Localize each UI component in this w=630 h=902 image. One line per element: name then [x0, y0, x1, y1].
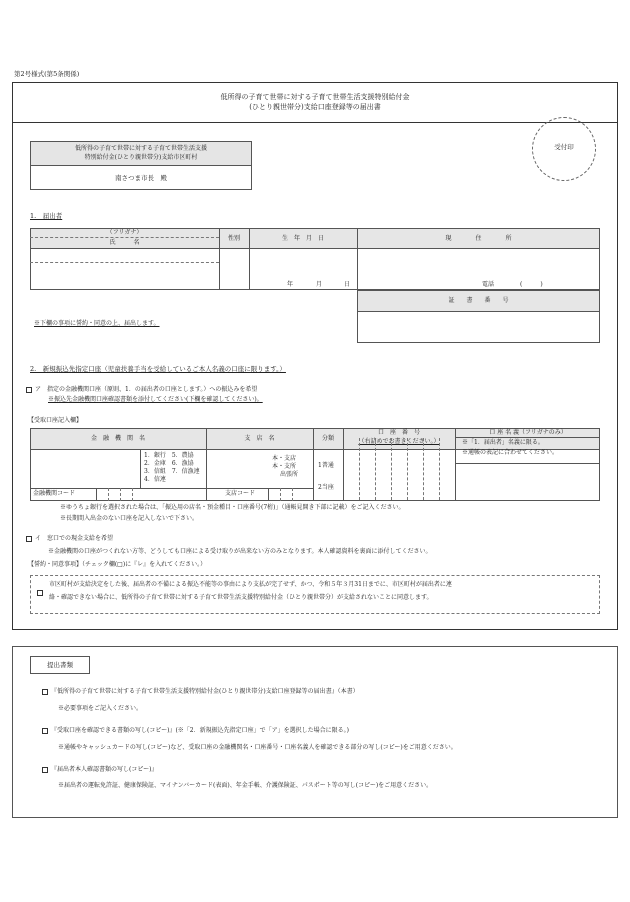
branch-name-label: 支 店 名	[244, 435, 275, 442]
address-label: 現 住 所	[445, 235, 512, 242]
doc-item-2-checkbox[interactable]	[42, 728, 48, 734]
reception-stamp-label: 受付印	[554, 143, 574, 151]
birth-day: 日	[344, 281, 351, 288]
bank-type-3: 3．信組 7．信漁連	[144, 468, 200, 475]
applicant-input-row	[30, 248, 600, 290]
account-table-title: 【受取口座記入欄】	[28, 417, 83, 424]
branch-code-label: 支店コード	[225, 490, 256, 497]
bank-code-digit	[132, 488, 133, 501]
digit-divider	[407, 438, 408, 500]
option-a-checkbox[interactable]	[26, 387, 32, 393]
documents-heading: 提出書類	[30, 656, 90, 674]
divider	[96, 488, 97, 501]
phone-paren: ( )	[520, 281, 543, 288]
pledge-text-1: 市区町村が支給決定をした後、届出者の不備による振込不能等の事由により支払が完了せず、かつ、令和５年３月31日までに、市区町村が届出者に連	[49, 581, 452, 588]
bank-code-digit	[120, 488, 121, 501]
birth-month: 月	[316, 281, 323, 288]
doc-item-2-label: 『受取口座を確認できる書類の写し(コピー)』(※「2．新規振込先指定口座」で「ア」を選択した場合に限る。)	[51, 727, 349, 734]
digit-divider	[391, 438, 392, 500]
option-a-note: ※振込先金融機関口座確認書類を添付してください(下欄を確認してください)。	[48, 396, 263, 403]
branch-type-2: 本・支所	[272, 463, 297, 470]
account-type-1: 1普通	[318, 462, 334, 469]
account-input-row	[30, 449, 600, 501]
doc-item-3-checkbox[interactable]	[42, 767, 48, 773]
bank-code-digit	[108, 488, 109, 501]
birth-year: 年	[287, 281, 294, 288]
digit-divider	[439, 438, 440, 500]
addressee-name: 南さつま市長 殿	[115, 174, 167, 182]
cert-number-label: 証 書 番 号	[448, 297, 509, 304]
divider	[30, 488, 313, 489]
pledge-note: ※下欄の事項に誓約・同意の上、届出します。	[34, 320, 160, 327]
digit-divider	[359, 438, 360, 500]
divider	[268, 488, 269, 501]
section2-heading: 2. 新規振込先指定口座（児童扶養手当を受給しているご本人名義の口座に限ります。）	[30, 365, 286, 373]
bank-type-4: 4．信連	[144, 476, 166, 483]
doc-item-1[interactable]	[42, 688, 359, 696]
account-number-sub: （右詰めでお書きください。）	[358, 438, 440, 445]
doc-item-3-label: 『届出者本人確認書類の写し(コピー)』	[51, 766, 158, 773]
holder-note1: ※「1．届出者」名義に限る。	[462, 439, 544, 446]
doc-item-1-note: ※必要事項をご記入ください。	[58, 705, 143, 712]
pledge-heading: 【誓約・同意事項】（チェック欄(□)に『レ』を入れてください。）	[28, 561, 207, 568]
digit-divider	[375, 438, 376, 500]
form-title-line2: (ひとり親世帯分)支給口座登録等の届出書	[249, 103, 381, 111]
option-i-row[interactable]	[26, 535, 113, 543]
option-i-checkbox[interactable]	[26, 536, 32, 542]
branch-code-digit	[280, 488, 281, 501]
addressee-line1: 低所得の子育て世帯に対する子育て世帯生活支援	[74, 145, 207, 152]
gender-label: 性別	[227, 235, 240, 242]
addressee-line2: 特別給付金(ひとり親世帯分)支給市区町村	[84, 154, 198, 161]
account-type-2: 2当座	[318, 484, 334, 491]
dormant-note: ※長期間入出金のない口座を記入しないで下さい。	[60, 515, 199, 522]
holder-note2: ※通帳の表記に合わせてください。	[462, 449, 559, 456]
account-number-label: 口 座 番 号	[377, 429, 420, 436]
doc-item-1-checkbox[interactable]	[42, 689, 48, 695]
yucho-note: ※ゆうちょ銀行を選択された場合は、「振込用の店名・預金種目・口座番号(7桁)」（通帳見開き下部に記載）をご記入ください。	[60, 504, 405, 511]
divider	[456, 463, 600, 464]
furigana-divider	[30, 237, 219, 238]
divider	[455, 428, 456, 501]
bank-code-label: 金融機関コード	[33, 490, 76, 497]
option-a-row[interactable]	[26, 386, 257, 394]
furigana-label: （フリガナ）	[106, 229, 143, 236]
cert-number-field[interactable]	[357, 311, 600, 343]
pledge-checkbox[interactable]	[37, 589, 46, 597]
option-a-label: ア 指定の金融機関口座（原則、1．の届出者の口座とします。）への振込みを希望	[35, 386, 258, 393]
divider	[456, 437, 600, 438]
divider	[140, 449, 141, 489]
branch-code-digit	[292, 488, 293, 501]
branch-type-1: 本・支店	[272, 455, 297, 462]
doc-item-2[interactable]	[42, 727, 349, 735]
bank-name-label: 金 融 機 関 名	[90, 435, 145, 442]
holder-label: 口 座 名 義（フリガナのみ）	[489, 429, 567, 436]
pledge-text-2: 絡・確認できない場合に、低所得の子育て世帯に対する子育て世帯生活支援特別給付金（ひとり親世帯分）が支給されないことに同意します。	[49, 594, 433, 601]
birthdate-label: 生 年 月 日	[281, 235, 324, 242]
digit-divider	[423, 438, 424, 500]
name-label: 氏 名	[109, 239, 140, 246]
bank-type-1: 1．銀行 5．農協	[144, 452, 194, 459]
bank-type-2: 2．金庫 6．漁協	[144, 460, 194, 467]
doc-item-3[interactable]	[42, 766, 157, 774]
phone-label: 電話	[482, 281, 495, 288]
doc-item-2-note: ※通帳やキャッシュカードの写し(コピー)など、受取口座の金融機関名・口座番号・口座名義人を確認できる部分の写し(コピー)をご用意ください。	[58, 744, 457, 751]
pledge-check-icon	[37, 590, 43, 596]
form-number: 第2号様式(第5条関係)	[14, 70, 80, 78]
doc-item-1-label: 『低所得の子育て世帯に対する子育て世帯生活支援特別給付金(ひとり親世帯分)支給口座登録等の届出書』（本書）	[51, 688, 359, 695]
doc-item-3-note: ※届出者の運転免許証、健康保険証、マイナンバーカード(表面)、年金手帳、介護保険証、パスポート等の写し(コピー)をご用意ください。	[58, 782, 433, 789]
branch-type-3: 出張所	[280, 471, 299, 478]
furigana-input-divider	[30, 262, 219, 263]
option-i-label: イ 窓口での現金支給を希望	[35, 535, 114, 542]
section1-heading: 1. 届出者	[30, 212, 63, 220]
type-label: 分類	[321, 435, 334, 442]
form-title-line1: 低所得の子育て世帯に対する子育て世帯生活支援特別給付金	[220, 93, 410, 101]
option-i-note: ※金融機関の口座がつくれない方等、どうしても口座による受け取りが出来ない方のみとなります。本人確認資料を裏面に添付してください。	[48, 548, 432, 555]
